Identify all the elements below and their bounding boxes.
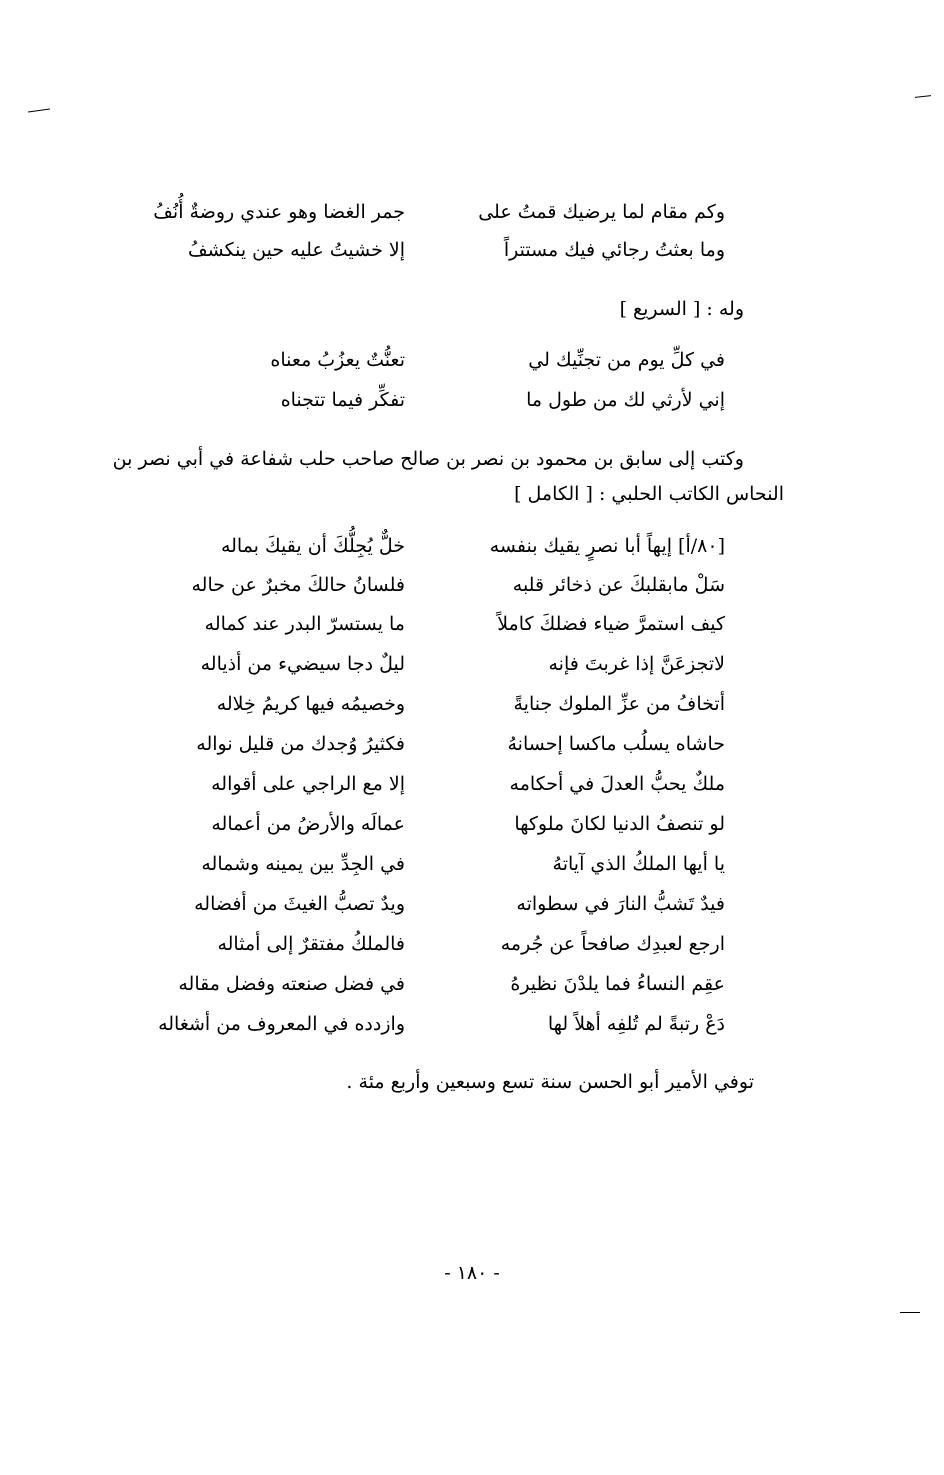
hemistich-first: وكم مقام لما يرضيك قمتُ على [478, 201, 725, 223]
meter-heading: وله : [ السريع ] [619, 298, 744, 320]
closing-note: توفي الأمير أبو الحسن سنة تسع وسبعين وأربع مئة . [346, 1071, 754, 1093]
verse-line [110, 348, 725, 372]
verse-line [110, 652, 725, 676]
hemistich-first: في كلِّ يوم من تجنِّيك لي [528, 349, 725, 371]
hemistich-second: وازدده في المعروف من أشغاله [158, 1013, 405, 1035]
hemistich-second: وخصيمُه فيها كريمُ خِلاله [216, 693, 405, 715]
hemistich-first: عقِم النساءُ فما يلدْنَ نظيرهُ [510, 973, 725, 995]
hemistich-second: ويدٌ تصبُّ الغيثَ من أفضاله [194, 893, 405, 915]
hemistich-second: فكثيرُ وُجدك من قليل نواله [196, 733, 405, 755]
verse-line [110, 812, 725, 836]
hemistich-first: سَلْ مابقلبكَ عن ذخائر قلبه [512, 574, 725, 596]
hemistich-second: جمر الغضا وهو عندي روضةٌ أُنُفُ [153, 201, 405, 223]
page-number: - ١٨٠ - [444, 1262, 500, 1284]
verse-line [110, 732, 725, 756]
hemistich-first: [٨٠/أ] إيهاً أبا نصرٍ يقيك بنفسه [489, 535, 725, 557]
hemistich-second: خلٌّ يُجِلُّكَ أن يقيكَ بماله [220, 535, 405, 557]
hemistich-second: في الجِدِّ بين يمينه وشماله [201, 853, 405, 875]
verse-line [110, 612, 725, 636]
verse-line [110, 852, 725, 876]
hemistich-second: تفكِّر فيما تتجناه [280, 389, 405, 411]
hemistich-first: حاشاه يسلُب ماكسا إحسانهُ [507, 733, 725, 755]
hemistich-second: إلا مع الراجي على أقواله [211, 773, 405, 795]
verse-line [110, 892, 725, 916]
verse-line [110, 238, 725, 262]
verse-line [110, 200, 725, 224]
hemistich-first: ارجع لعبدِك صافحاً عن جُرمه [500, 933, 725, 955]
hemistich-second: إلا خشيتُ عليه حين ينكشفُ [188, 239, 405, 261]
scan-artifact [900, 1312, 920, 1313]
hemistich-second: فالملكُ مفتقرٌ إلى أمثاله [217, 933, 405, 955]
hemistich-first: لو تنصفُ الدنيا لكانَ ملوكها [514, 813, 725, 835]
hemistich-first: أتخافُ من عزِّ الملوك جنايةً [513, 693, 725, 715]
hemistich-second: في فضل صنعته وفضل مقاله [178, 973, 405, 995]
hemistich-second: ليلٌ دجا سيضيء من أذياله [200, 653, 405, 675]
poem-3 [110, 534, 725, 1054]
scan-artifact [28, 108, 50, 112]
verse-line [110, 692, 725, 716]
verse-line [110, 573, 725, 597]
hemistich-second: عمالَه والأرضُ من أعماله [211, 813, 405, 835]
hemistich-first: لاتجزعَنَّ إذا غربتَ فإنه [548, 653, 725, 675]
verse-line [110, 932, 725, 956]
prose-line: النحاس الكاتب الحلبي : [ الكامل ] [514, 483, 784, 505]
hemistich-first: يا أيها الملكُ الذي آياتهُ [552, 853, 725, 875]
scan-artifact [915, 95, 931, 98]
verse-line [110, 772, 725, 796]
verse-line [110, 388, 725, 412]
verse-line [110, 1012, 725, 1036]
hemistich-first: فيدٌ تَشبُّ النارَ في سطواته [516, 893, 725, 915]
verse-line [110, 972, 725, 996]
hemistich-first: ملكٌ يحبُّ العدلَ في أحكامه [509, 773, 725, 795]
hemistich-first: كيف استمرَّ ضياء فضلكَ كاملاً [497, 613, 725, 635]
hemistich-second: فلسانُ حالكَ مخبرٌ عن حاله [191, 574, 405, 596]
prose-line: وكتب إلى سابق بن محمود بن نصر بن صالح صاحب حلب شفاعة في أبي نصر بن [112, 448, 744, 470]
poem-2 [110, 348, 725, 412]
hemistich-second: ما يستسرّ البدر عند كماله [204, 613, 405, 635]
hemistich-first: إني لأرثي لك من طول ما [526, 389, 725, 411]
verse-line [110, 534, 725, 558]
hemistich-second: تعنُّتٌ يعزُبُ معناه [270, 349, 405, 371]
hemistich-first: دَعْ رتبةً لم تُلفِه أهلاً لها [547, 1013, 725, 1035]
hemistich-first: وما بعثتُ رجائي فيك مستتراً [503, 239, 725, 261]
poem-1 [110, 200, 725, 264]
